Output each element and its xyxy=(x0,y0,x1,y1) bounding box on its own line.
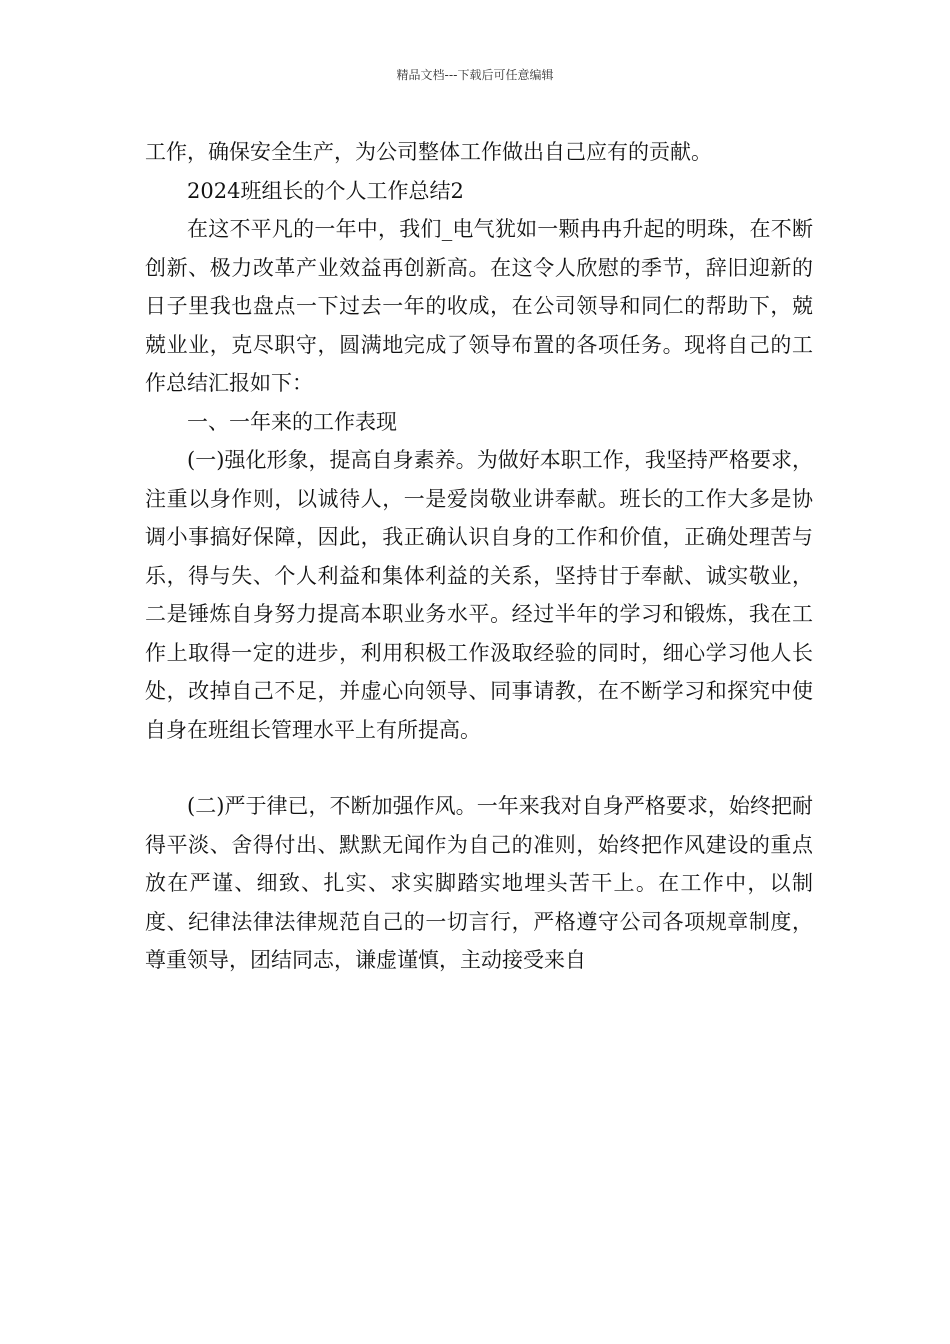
paragraph-item-2: (二)严于律已，不断加强作风。一年来我对自身严格要求，始终把耐得平淡、舍得付出、默默无闻作为自己的准则，始终把作风建设的重点放在严谨、细致、扎实、求实脚踏实地埋头苦干上。在工作中，以制度、纪律法律法律规范自己的一切言行，严格遵守公司各项规章制度，尊重领导，团结同志，谦虚谨慎，主动接受来自 xyxy=(145,794,813,972)
page-header: 精品文档---下载后可任意编辑 xyxy=(396,68,554,82)
section-heading: 一、一年来的工作表现 xyxy=(187,409,397,434)
paragraph-intro: 在这不平凡的一年中，我们_电气犹如一颗冉冉升起的明珠，在不断创新、极力改革产业效益再创新高。在这令人欣慰的季节，辞旧迎新的日子里我也盘点一下过去一年的收成，在公司领导和同仁的帮助下，兢兢业业，克尽职守，圆满地完成了领导布置的各项任务。现将自己的工作总结汇报如下： xyxy=(145,217,813,395)
paragraph-gap xyxy=(145,749,813,787)
section-title: 2024班组长的个人工作总结2 xyxy=(187,178,464,203)
document-body xyxy=(145,133,813,980)
paragraph-continuation: 工作，确保安全生产，为公司整体工作做出自己应有的贡献。 xyxy=(145,140,712,164)
paragraph-item-1: (一)强化形象，提高自身素养。为做好本职工作，我坚持严格要求，注重以身作则，以诚待人，一是爱岗敬业讲奉献。班长的工作大多是协调小事搞好保障，因此，我正确认识自身的工作和价值，正确处理苦与乐，得与失、个人利益和集体利益的关系，坚持甘于奉献、诚实敬业，二是锤炼自身努力提高本职业务水平。经过半年的学习和锻炼，我在工作上取得一定的进步，利用积极工作汲取经验的同时，细心学习他人长处，改掉自己不足，并虚心向领导、同事请教，在不断学习和探究中使自身在班组长管理水平上有所提高。 xyxy=(145,448,813,742)
